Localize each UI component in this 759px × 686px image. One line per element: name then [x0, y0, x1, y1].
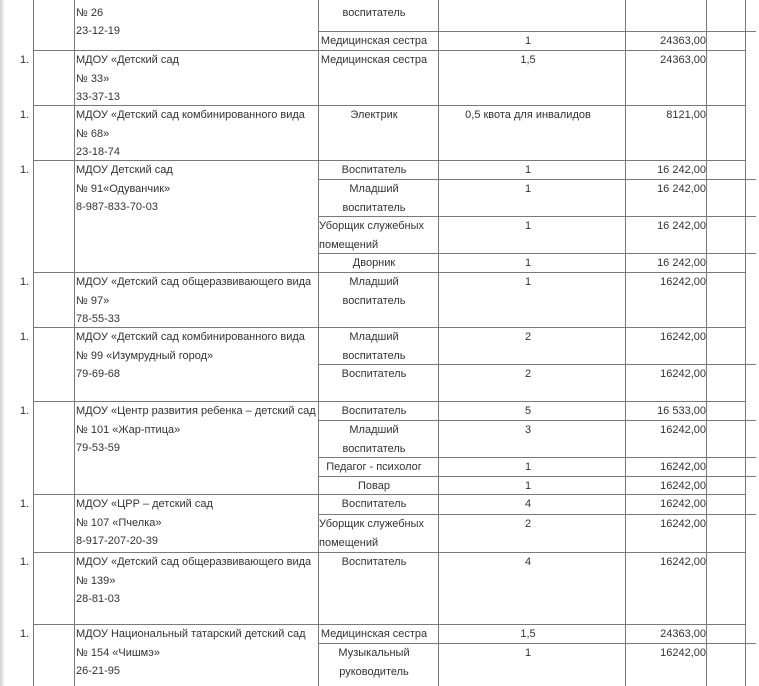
vacancy-count: 1 [524, 35, 532, 47]
kindergarten-name: МДОУ Национальный татарский детский сад [76, 628, 306, 640]
row-number: 1. [20, 498, 30, 510]
kindergarten-name: МДОУ «Центр развития ребенка – детский сад [76, 405, 316, 417]
position-title: воспитатель [342, 6, 406, 19]
kindergarten-name: МДОУ Детский сад [76, 164, 173, 176]
vacancy-count: 1 [524, 164, 532, 176]
position-title: Медицинская сестра [320, 54, 428, 66]
kindergarten-name: МДОУ «Детский сад комбинированного вида [76, 109, 305, 121]
position-divider [318, 476, 756, 477]
vacancy-count: 1 [524, 647, 532, 659]
position-title: Уборщик служебных [319, 220, 425, 232]
vacancy-count: 0,5 квота для инвалидов [465, 109, 591, 121]
kindergarten-phone: 33-37-13 [76, 91, 121, 103]
salary-value: 16242,00 [660, 424, 706, 436]
vacancy-count: 2 [524, 368, 532, 380]
column-divider [625, 0, 626, 686]
row-divider [33, 105, 746, 106]
salary-value: 16242,00 [660, 276, 706, 288]
salary-value: 16 533,00 [657, 405, 706, 417]
vacancy-count: 1 [524, 257, 532, 269]
position-title: Воспитатель [341, 405, 407, 417]
kindergarten-phone: 78-55-33 [76, 313, 121, 325]
position-title: Электрик [350, 109, 398, 121]
row-number: 1. [20, 54, 30, 66]
kindergarten-phone: 23-18-74 [76, 146, 121, 158]
row-number: 1. [20, 109, 30, 121]
kindergarten-name: МДОУ «Детский сад общеразвивающего вида [76, 556, 312, 568]
row-number: 1. [20, 276, 30, 288]
kindergarten-name: МДОУ «ЦРР – детский сад [76, 498, 213, 510]
row-divider [33, 50, 746, 51]
row-divider [33, 552, 746, 553]
salary-value [626, 0, 706, 4]
position-divider [318, 457, 756, 458]
vacancy-count: 3 [524, 424, 532, 436]
kindergarten-number: № 33» [76, 72, 110, 85]
table-row [0, 106, 759, 160]
vacancy-count: 1 [524, 220, 532, 232]
row-divider [33, 624, 746, 625]
table-row [0, 273, 759, 327]
row-divider [33, 327, 746, 328]
column-divider [438, 0, 439, 686]
position-title: Младший [349, 331, 399, 343]
row-divider [33, 401, 746, 402]
row-number: 1. [20, 628, 30, 640]
kindergarten-name: МДОУ «Детский сад общеразвивающего вида [76, 276, 312, 288]
table-row [0, 625, 759, 686]
kindergarten-number: № 107 «Пчелка» [76, 516, 162, 529]
row-divider [33, 160, 746, 161]
column-divider [33, 0, 34, 686]
table-row [0, 51, 759, 105]
kindergarten-name [76, 0, 305, 4]
vacancy-count: 4 [524, 556, 532, 568]
kindergarten-name: МДОУ «Детский сад [76, 54, 179, 66]
column-divider [745, 0, 746, 686]
salary-value: 16 242,00 [657, 220, 706, 232]
position-title: Медицинская сестра [320, 35, 428, 47]
position-title: Музыкальный [338, 647, 410, 659]
kindergarten-name: МДОУ «Детский сад комбинированного вида [76, 331, 305, 343]
vacancy-count [438, 0, 618, 4]
row-number [20, 0, 29, 4]
position-title: помещений [319, 536, 379, 549]
position-title: помещений [319, 238, 379, 251]
vacancy-count: 1 [524, 183, 532, 195]
position-title: воспитатель [342, 442, 406, 455]
kindergarten-phone: 28-81-03 [76, 593, 121, 605]
vacancy-count: 4 [524, 498, 532, 510]
kindergarten-phone: 8-917-207-20-39 [76, 535, 158, 547]
row-number: 1. [20, 164, 30, 176]
salary-value: 16242,00 [660, 480, 706, 492]
position-title: Воспитатель [341, 498, 407, 510]
salary-value: 16242,00 [660, 498, 706, 510]
salary-value: 24363,00 [660, 35, 706, 47]
position-divider [318, 253, 756, 254]
position-title: воспитатель [342, 349, 406, 362]
salary-value: 16242,00 [660, 368, 706, 380]
vacancy-count: 1,5 [520, 628, 536, 640]
kindergarten-phone: 23-12-19 [76, 25, 121, 37]
position-title: Младший [349, 183, 399, 195]
table-row [0, 553, 759, 624]
salary-value: 16242,00 [660, 461, 706, 473]
kindergarten-number: № 68» [76, 127, 110, 140]
salary-value: 24363,00 [660, 628, 706, 640]
salary-value: 16242,00 [660, 518, 706, 530]
position-title: Воспитатель [341, 556, 407, 568]
position-divider [318, 31, 756, 32]
kindergarten-phone: 8-987-833-70-03 [76, 201, 158, 213]
kindergarten-number: № 154 «Чишмэ» [76, 646, 160, 659]
vacancy-count: 1 [524, 480, 532, 492]
position-title: Уборщик служебных [319, 518, 425, 530]
position-title: Дворник [352, 257, 396, 269]
position-divider [318, 643, 756, 644]
kindergarten-number: № 99 «Изумрудный город» [76, 349, 214, 362]
position-title: руководитель [339, 665, 409, 678]
position-title: Медицинская сестра [320, 628, 428, 640]
position-divider [318, 364, 756, 365]
salary-value: 16 242,00 [657, 164, 706, 176]
kindergarten-number: № 101 «Жар-птица» [76, 423, 181, 436]
table-row [0, 0, 759, 50]
vacancy-count: 2 [524, 331, 532, 343]
kindergarten-number: № 139» [76, 574, 116, 587]
position-title: Повар [358, 480, 390, 492]
column-divider [706, 0, 707, 686]
position-title: Младший [349, 424, 399, 436]
salary-value: 16242,00 [660, 331, 706, 343]
row-number: 1. [20, 405, 30, 417]
column-divider [74, 0, 75, 686]
column-divider [318, 0, 319, 686]
kindergarten-number: № 91«Одуванчик» [76, 182, 171, 195]
vacancy-count: 1 [524, 276, 532, 288]
table-row [0, 495, 759, 552]
kindergarten-phone: 79-53-59 [76, 442, 121, 454]
position-title: Воспитатель [341, 164, 407, 176]
salary-value: 16242,00 [660, 556, 706, 568]
salary-value: 16 242,00 [657, 183, 706, 195]
row-number: 1. [20, 556, 30, 568]
position-title: Воспитатель [341, 368, 407, 380]
position-title: Младший [349, 276, 399, 288]
salary-value: 16242,00 [660, 647, 706, 659]
vacancy-count: 2 [524, 518, 532, 530]
row-divider [33, 494, 746, 495]
position-title: воспитатель [342, 201, 406, 214]
position-divider [318, 179, 756, 180]
position-divider [318, 420, 756, 421]
position-title: воспитатель [342, 294, 406, 307]
kindergarten-phone: 79-69-68 [76, 368, 121, 380]
kindergarten-phone: 26-21-95 [76, 665, 121, 677]
position-divider [318, 216, 756, 217]
kindergarten-number: № 97» [76, 294, 110, 307]
position-title: Педагог - психолог [326, 461, 422, 473]
row-number: 1. [20, 331, 30, 343]
vacancy-count: 1 [524, 461, 532, 473]
kindergarten-number: № 26 [76, 6, 104, 19]
table-row [0, 402, 759, 494]
salary-value: 16 242,00 [657, 257, 706, 269]
position-divider [318, 514, 756, 515]
salary-value: 8121,00 [666, 109, 706, 121]
salary-value: 24363,00 [660, 54, 706, 66]
vacancy-count: 5 [524, 405, 532, 417]
vacancy-count: 1,5 [520, 54, 536, 66]
row-divider [33, 272, 746, 273]
